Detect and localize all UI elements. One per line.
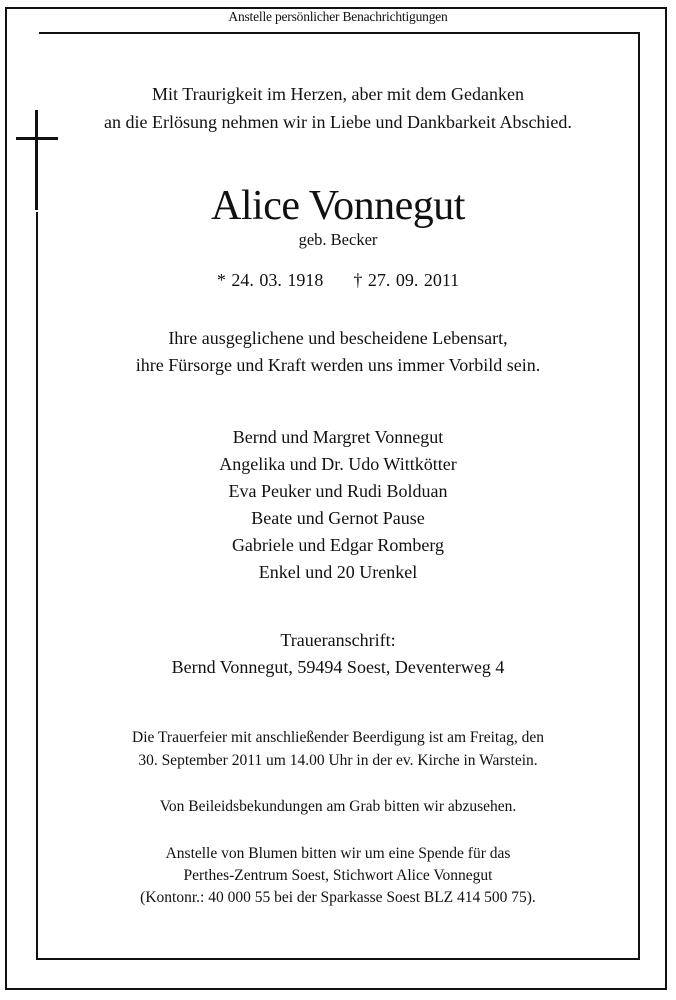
family-member: Eva Peuker und Rudi Bolduan	[228, 481, 448, 501]
birth-date: * 24. 03. 1918	[216, 270, 324, 290]
intro-line-1: Mit Traurigkeit im Herzen, aber mit dem Gedanken	[152, 84, 524, 104]
condolences-note: Von Beileidsbekundungen am Grab bitten wir abzusehen.	[159, 798, 517, 815]
tribute-text	[36, 325, 640, 379]
donation-info	[36, 843, 640, 909]
service-line-1: Die Trauerfeier mit anschließender Beerdigung ist am Freitag, den	[132, 729, 544, 746]
donation-line-2: Perthes-Zentrum Soest, Stichwort Alice Vonnegut	[183, 867, 493, 884]
tribute-line-1: Ihre ausgeglichene und bescheidene Lebensart,	[168, 328, 508, 348]
tribute-line-2: ihre Fürsorge und Kraft werden uns immer Vorbild sein.	[135, 355, 541, 375]
mourning-address-label: Traueranschrift:	[280, 630, 396, 650]
birth-name: geb. Becker	[298, 230, 378, 249]
family-list	[36, 424, 640, 586]
life-dates	[36, 268, 640, 292]
service-line-2: 30. September 2011 um 14.00 Uhr in der ev. Kirche in Warstein.	[138, 752, 538, 769]
death-date: † 27. 09. 2011	[353, 270, 460, 290]
family-member: Angelika und Dr. Udo Wittkötter	[219, 454, 457, 474]
deceased-name: Alice Vonnegut	[211, 183, 465, 229]
mourning-address: Bernd Vonnegut, 59494 Soest, Deventerweg 4	[171, 657, 505, 677]
donation-line-3: (Kontonr.: 40 000 55 bei der Sparkasse Soest BLZ 414 500 75).	[140, 889, 536, 906]
family-member: Gabriele und Edgar Romberg	[231, 535, 445, 555]
donation-line-1: Anstelle von Blumen bitten wir um eine Spende für das	[165, 845, 511, 862]
intro-text	[36, 80, 640, 136]
intro-line-2: an die Erlösung nehmen wir in Liebe und Dankbarkeit Abschied.	[104, 112, 572, 132]
family-member: Bernd und Margret Vonnegut	[232, 427, 444, 447]
family-member: Beate und Gernot Pause	[251, 508, 425, 528]
cross-bar	[16, 137, 58, 140]
service-info	[36, 726, 640, 772]
header-note: Anstelle persönlicher Benachrichtigungen	[228, 9, 448, 24]
family-member: Enkel und 20 Urenkel	[258, 562, 418, 582]
